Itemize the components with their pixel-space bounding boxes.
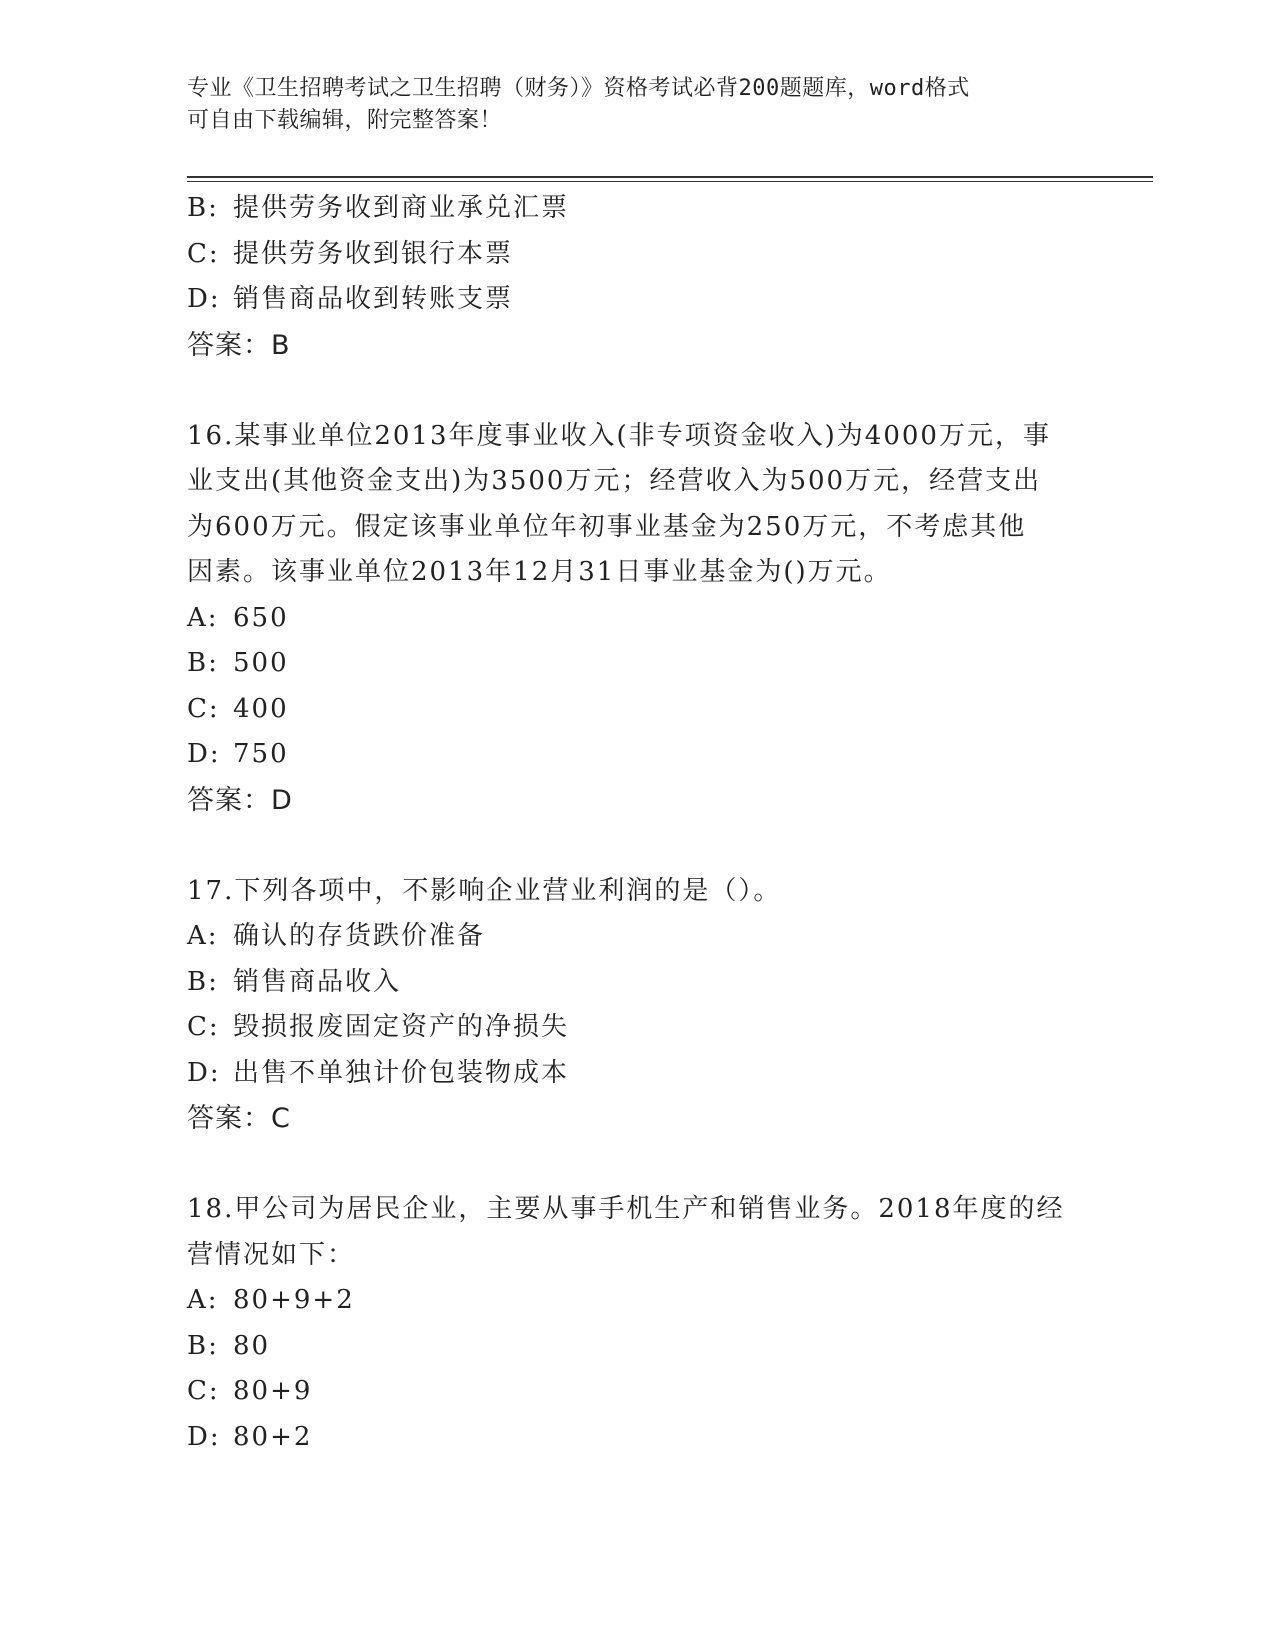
option-key: D: [187, 739, 221, 769]
option-b [187, 1324, 1087, 1370]
option-key: B: [187, 966, 219, 997]
option-d [187, 1415, 1087, 1461]
option-text: 毁损报废固定资产的净损失 [233, 1012, 570, 1042]
question-text-line: 18.甲公司为居民企业，主要从事手机生产和销售业务。2018年度的经 [187, 1194, 1065, 1224]
header-line-2: 可自由下载编辑，附完整答案！ [187, 108, 503, 133]
option-text: 500 [233, 648, 289, 678]
option-text: 80 [233, 1330, 271, 1361]
option-a [187, 1278, 1087, 1324]
question-17 [187, 869, 1087, 1142]
option-text: 650 [233, 602, 289, 633]
option-a [187, 914, 1087, 960]
option-b [187, 186, 1087, 232]
option-text: 提供劳务收到商业承兑汇票 [233, 193, 570, 223]
question-content [187, 186, 1087, 1460]
option-key: A: [187, 1285, 219, 1315]
option-text: 出售不单独计价包装物成本 [233, 1057, 570, 1088]
option-key: B: [187, 1330, 219, 1361]
spacer [187, 823, 1087, 869]
option-key: D: [187, 284, 221, 314]
option-c [187, 1005, 1087, 1051]
page-header [187, 73, 1087, 137]
option-key: B: [187, 193, 219, 223]
question-16 [187, 414, 1087, 824]
option-c [187, 232, 1087, 278]
option-text: 750 [233, 739, 289, 769]
question-text-line: 17.下列各项中，不影响企业营业利润的是（）。 [187, 875, 782, 906]
question-text-line: 为600万元。假定该事业单位年初事业基金为250万元，不考虑其他 [187, 511, 1027, 542]
option-text: 销售商品收入 [233, 966, 402, 997]
answer-line: 答案：C [187, 1103, 291, 1134]
header-divider-bottom [187, 181, 1153, 182]
option-a [187, 596, 1087, 642]
option-text: 80+2 [233, 1421, 313, 1452]
option-text: 80+9+2 [233, 1285, 355, 1315]
question-text-line: 业支出(其他资金支出)为3500万元；经营收入为500万元，经营支出 [187, 466, 1042, 496]
option-key: A: [187, 602, 219, 633]
option-key: D: [187, 1421, 221, 1452]
option-text: 提供劳务收到银行本票 [233, 238, 514, 269]
option-text: 销售商品收到转账支票 [233, 284, 514, 314]
option-c [187, 1369, 1087, 1415]
question-text-line: 16.某事业单位2013年度事业收入(非专项资金收入)为4000万元，事 [187, 420, 1051, 451]
option-c [187, 687, 1087, 733]
answer-line: 答案：B [187, 329, 291, 361]
option-b [187, 641, 1087, 687]
option-text: 80+9 [233, 1376, 313, 1406]
option-key: B: [187, 648, 219, 678]
option-d [187, 732, 1087, 778]
question-text-line: 因素。该事业单位2013年12月31日事业基金为()万元。 [187, 557, 892, 587]
option-key: C: [187, 1012, 220, 1042]
question-text-line: 营情况如下： [187, 1239, 356, 1270]
spacer [187, 1142, 1087, 1188]
previous-question-options [187, 186, 1087, 368]
option-key: C: [187, 238, 220, 269]
answer-line: 答案：D [187, 784, 293, 816]
option-key: D: [187, 1057, 221, 1088]
option-b [187, 960, 1087, 1006]
spacer [187, 368, 1087, 414]
header-divider-top [187, 176, 1153, 178]
option-d [187, 1051, 1087, 1097]
option-text: 确认的存货跌价准备 [233, 921, 486, 951]
header-line-1: 专业《卫生招聘考试之卫生招聘（财务）》资格考试必背200题题库，word格式 [187, 76, 970, 101]
option-key: A: [187, 921, 219, 951]
option-d [187, 277, 1087, 323]
question-18 [187, 1187, 1087, 1460]
option-text: 400 [233, 693, 289, 724]
option-key: C: [187, 1376, 220, 1406]
option-key: C: [187, 693, 220, 724]
